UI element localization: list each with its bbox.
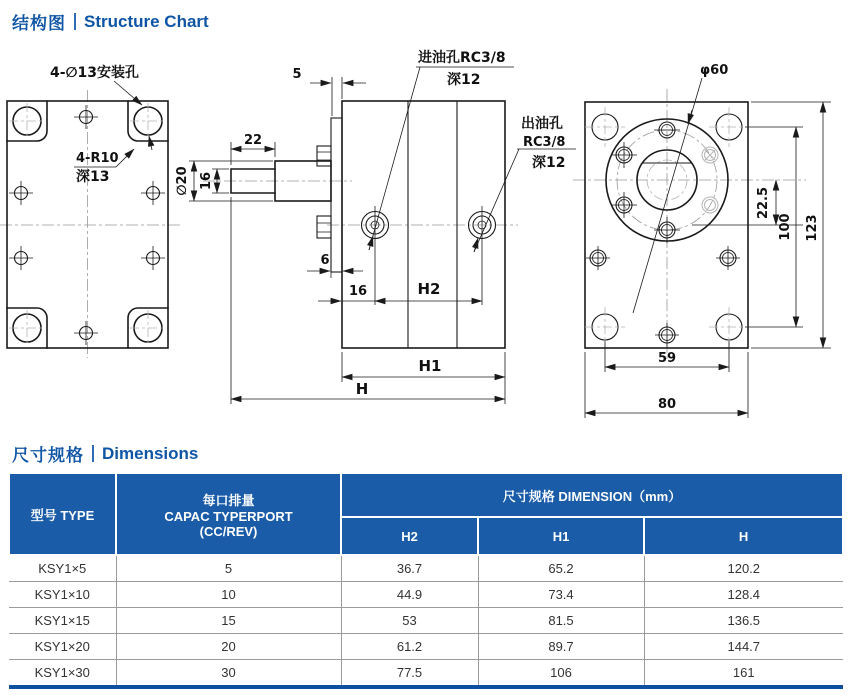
dimensions-title — [12, 441, 198, 466]
dim-dia20: ∅20 — [175, 166, 190, 196]
dimensions-title-en: Dimensions — [102, 443, 199, 463]
col-header-h1: H1 — [478, 517, 644, 555]
cell-h1: 106 — [478, 660, 644, 688]
dim-6: 6 — [320, 253, 330, 268]
table-row — [9, 634, 843, 660]
cell-type: KSY1×5 — [9, 555, 116, 582]
dim-22-5: 22.5 — [756, 186, 771, 220]
structure-chart-title — [12, 9, 209, 34]
middle-view — [175, 49, 576, 404]
cell-h1: 81.5 — [478, 608, 644, 634]
dim-100: 100 — [778, 213, 793, 241]
cell-h2: 36.7 — [341, 555, 478, 582]
structure-title-en: Structure Chart — [84, 11, 209, 31]
cell-capacity: 15 — [116, 608, 341, 634]
outlet-port-label: 出油孔 — [521, 116, 563, 132]
capacity-header-zh: 每口排量 — [202, 492, 255, 508]
title-divider — [92, 445, 94, 462]
cell-h1: 65.2 — [478, 555, 644, 582]
cell-capacity: 5 — [116, 555, 341, 582]
dim-59: 59 — [657, 351, 677, 366]
dimensions-table — [8, 472, 844, 689]
dimensions-table-wrap — [8, 472, 842, 689]
table-row — [9, 555, 843, 582]
dim-H2: H2 — [417, 280, 441, 298]
capacity-header-en: CAPAC TYPERPORT — [164, 508, 293, 524]
cell-capacity: 30 — [116, 660, 341, 688]
cell-h2: 44.9 — [341, 582, 478, 608]
fillet-label: 4-R10 — [76, 151, 119, 166]
dim-16-port: 16 — [348, 284, 368, 299]
cell-h1: 73.4 — [478, 582, 644, 608]
left-view — [0, 64, 180, 358]
dim-22: 22 — [243, 133, 263, 148]
cell-type: KSY1×15 — [9, 608, 116, 634]
col-header-dimension: 尺寸规格 DIMENSION（mm） — [341, 473, 843, 517]
cell-type: KSY1×10 — [9, 582, 116, 608]
cell-h: 144.7 — [644, 634, 843, 660]
inlet-port-label: 进油孔RC3/8 — [418, 50, 506, 66]
right-view — [573, 63, 831, 418]
dim-dia60: φ60 — [700, 63, 729, 78]
mount-holes-label: 4-∅13安装孔 — [50, 65, 140, 81]
inlet-depth-label: 深12 — [447, 72, 481, 88]
cell-type: KSY1×20 — [9, 634, 116, 660]
cell-type: KSY1×30 — [9, 660, 116, 688]
dim-16-shaft: 16 — [199, 171, 214, 191]
cell-h2: 61.2 — [341, 634, 478, 660]
cell-h: 120.2 — [644, 555, 843, 582]
title-divider — [74, 13, 76, 30]
table-row — [9, 660, 843, 688]
dim-H: H — [355, 380, 369, 398]
structure-title-zh: 结构图 — [12, 14, 66, 33]
table-row — [9, 582, 843, 608]
col-header-h: H — [644, 517, 843, 555]
col-header-type: 型号 TYPE — [9, 473, 116, 555]
cell-h: 161 — [644, 660, 843, 688]
cell-capacity: 10 — [116, 582, 341, 608]
cell-h2: 53 — [341, 608, 478, 634]
cell-capacity: 20 — [116, 634, 341, 660]
cell-h1: 89.7 — [478, 634, 644, 660]
dimensions-title-zh: 尺寸规格 — [12, 446, 84, 465]
cell-h: 128.4 — [644, 582, 843, 608]
table-row — [9, 608, 843, 634]
dim-5: 5 — [292, 67, 302, 82]
fillet-depth-label: 深13 — [76, 169, 110, 185]
outlet-thread-label: RC3/8 — [523, 135, 566, 150]
col-header-capacity — [116, 473, 341, 555]
cell-h: 136.5 — [644, 608, 843, 634]
dim-H1: H1 — [418, 357, 442, 375]
dim-123: 123 — [805, 214, 820, 242]
cell-h2: 77.5 — [341, 660, 478, 688]
capacity-header-unit: (CC/REV) — [199, 523, 258, 539]
col-header-h2: H2 — [341, 517, 478, 555]
dim-80: 80 — [657, 397, 677, 412]
outlet-depth-label: 深12 — [532, 155, 566, 171]
